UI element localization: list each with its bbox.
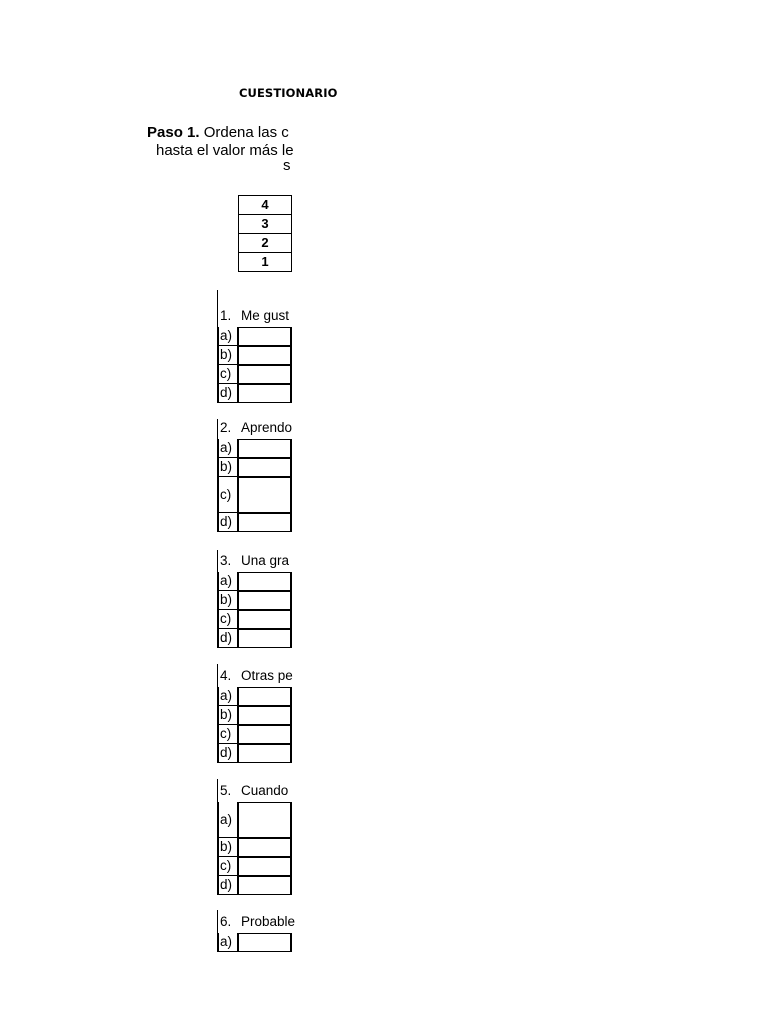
option-label: a) xyxy=(217,327,237,346)
rank-input[interactable] xyxy=(237,876,292,895)
question-header xyxy=(217,290,290,325)
option-row xyxy=(217,933,233,952)
rank-input[interactable] xyxy=(237,477,292,513)
question-2 xyxy=(217,419,293,532)
question-header xyxy=(217,419,293,437)
question-header xyxy=(217,664,293,685)
question-number: 3. xyxy=(220,553,232,568)
scale-value: 4 xyxy=(239,196,292,215)
instructions-line-2: hasta el valor más le xyxy=(156,142,294,159)
option-row xyxy=(217,346,233,365)
step-label: Paso 1. xyxy=(147,124,200,141)
question-text: Cuando xyxy=(241,783,289,798)
option-label: c) xyxy=(217,857,237,876)
option-label: c) xyxy=(217,725,237,744)
rank-input[interactable] xyxy=(237,591,292,610)
option-label: c) xyxy=(217,365,237,384)
option-row xyxy=(217,327,233,346)
option-row xyxy=(217,439,233,458)
question-4 xyxy=(217,664,293,763)
scale-value: 1 xyxy=(239,253,292,272)
question-header xyxy=(217,779,289,800)
question-5 xyxy=(217,779,289,895)
question-3 xyxy=(217,550,290,648)
question-text: Probable xyxy=(241,914,296,929)
instructions-line-1 xyxy=(147,124,289,142)
option-row xyxy=(217,513,233,532)
rank-input[interactable] xyxy=(237,384,292,403)
option-label: b) xyxy=(217,346,237,365)
rank-input[interactable] xyxy=(237,513,292,532)
question-number: 5. xyxy=(220,783,232,798)
option-label: a) xyxy=(217,687,237,706)
option-label: d) xyxy=(217,629,237,648)
page-title: CUESTIONARIO xyxy=(239,86,338,100)
option-row xyxy=(217,687,233,706)
scale-table xyxy=(238,195,292,272)
option-row xyxy=(217,725,232,744)
instructions-text-1: Ordena las c xyxy=(203,124,289,141)
rank-input[interactable] xyxy=(237,572,292,591)
rank-input[interactable] xyxy=(237,458,292,477)
option-label: b) xyxy=(217,706,237,725)
option-row xyxy=(217,365,232,384)
option-label: a) xyxy=(217,439,237,458)
question-6 xyxy=(217,910,296,952)
rank-input[interactable] xyxy=(237,857,292,876)
question-1 xyxy=(217,290,290,403)
option-row xyxy=(217,876,233,895)
rank-input[interactable] xyxy=(237,725,292,744)
rank-input[interactable] xyxy=(237,327,292,346)
option-row xyxy=(217,384,233,403)
question-number: 2. xyxy=(220,420,232,435)
question-number: 4. xyxy=(220,668,232,683)
question-text: Aprendo xyxy=(241,420,293,435)
rank-input[interactable] xyxy=(237,610,292,629)
scale-value: 2 xyxy=(239,234,292,253)
option-row xyxy=(217,802,233,838)
option-label: c) xyxy=(217,477,237,513)
option-label: a) xyxy=(217,802,237,838)
option-label: d) xyxy=(217,744,237,763)
scale-value: 3 xyxy=(239,215,292,234)
option-label: a) xyxy=(217,572,237,591)
option-label: b) xyxy=(217,838,237,857)
option-label: d) xyxy=(217,876,237,895)
rank-input[interactable] xyxy=(237,439,292,458)
option-label: c) xyxy=(217,610,237,629)
option-label: d) xyxy=(217,513,237,532)
option-label: b) xyxy=(217,458,237,477)
rank-input[interactable] xyxy=(237,365,292,384)
question-number: 6. xyxy=(220,914,232,929)
option-row xyxy=(217,629,233,648)
rank-input[interactable] xyxy=(237,346,292,365)
rank-input[interactable] xyxy=(237,629,292,648)
option-row xyxy=(217,477,232,513)
instructions-line-3: s xyxy=(283,157,291,174)
option-row xyxy=(217,458,233,477)
question-text: Otras pe xyxy=(241,668,293,683)
question-text: Una gra xyxy=(241,553,290,568)
option-row xyxy=(217,744,233,763)
question-header xyxy=(217,550,290,570)
option-row xyxy=(217,838,233,857)
option-label: b) xyxy=(217,591,237,610)
option-label: d) xyxy=(217,384,237,403)
rank-input[interactable] xyxy=(237,802,292,838)
question-text: Me gust xyxy=(241,308,290,323)
option-row xyxy=(217,706,233,725)
question-header xyxy=(217,910,296,931)
rank-input[interactable] xyxy=(237,744,292,763)
option-row xyxy=(217,572,233,591)
option-row xyxy=(217,610,232,629)
rank-input[interactable] xyxy=(237,687,292,706)
option-row xyxy=(217,857,232,876)
page-viewport xyxy=(0,0,338,1024)
rank-input[interactable] xyxy=(237,838,292,857)
option-label: a) xyxy=(217,933,237,952)
rank-input[interactable] xyxy=(237,933,292,952)
question-number: 1. xyxy=(220,308,232,323)
rank-input[interactable] xyxy=(237,706,292,725)
option-row xyxy=(217,591,233,610)
